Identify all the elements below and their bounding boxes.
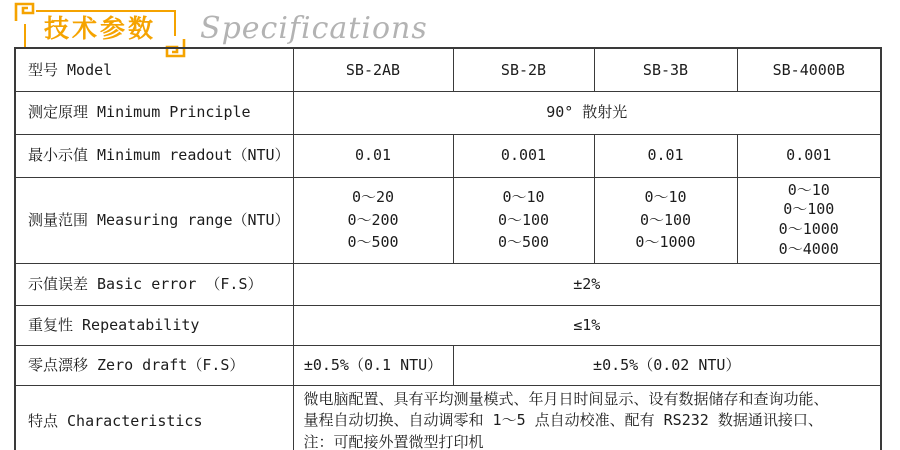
range-line: 0～20 (351, 188, 395, 207)
range-line: 0～10 (644, 188, 687, 207)
section-title-en: Specifications (200, 11, 428, 46)
range-line: 0～1000 (778, 220, 839, 239)
zero-draft-cell-sb2ab: ±0.5%（0.1 NTU） (293, 345, 453, 385)
table-row-readout (15, 134, 881, 177)
readout-cell: 0.01 (293, 134, 453, 177)
range-line: 0～100 (497, 210, 550, 229)
table-row-principle (15, 91, 881, 134)
range-line: 0～500 (497, 233, 550, 252)
range-cell-sb4000b (737, 177, 881, 263)
model-cell-sb2ab: SB-2AB (293, 48, 453, 91)
zero-draft-cell-others: ±0.5%（0.02 NTU） (453, 345, 881, 385)
row-label-model: 型号 Model (15, 48, 293, 91)
table-row-basic-error (15, 263, 881, 305)
basic-error-value-cell: ±2% (293, 263, 881, 305)
range-cell-sb2ab (293, 177, 453, 263)
readout-cell: 0.001 (453, 134, 594, 177)
model-cell-sb3b: SB-3B (594, 48, 737, 91)
characteristics-line: 注：可配接外置微型打印机 (303, 433, 484, 450)
row-label-range: 测量范围 Measuring range（NTU） (15, 177, 293, 263)
range-line: 0～200 (347, 210, 399, 229)
row-label-repeatability: 重复性 Repeatability (15, 305, 293, 345)
row-label-basic-error: 示值误差 Basic error （F.S） (15, 263, 293, 305)
characteristics-value-cell (293, 385, 881, 450)
range-line: 0～1000 (635, 233, 696, 252)
row-label-zero-draft: 零点漂移 Zero draft（F.S） (15, 345, 293, 385)
range-line: 0～4000 (778, 239, 839, 258)
corner-ornament-icon (12, 0, 36, 24)
characteristics-line: 微电脑配置、具有平均测量模式、年月日时间显示、设有数据储存和查询功能、 (303, 389, 829, 408)
section-title-cn: 技术参数 (44, 14, 157, 43)
range-cell-sb3b (594, 177, 737, 263)
readout-cell: 0.001 (737, 134, 881, 177)
table-row-zero-draft (15, 345, 881, 385)
table-row-characteristics (15, 385, 881, 450)
range-line: 0～10 (787, 180, 830, 199)
table-row-repeatability (15, 305, 881, 345)
row-label-characteristics: 特点 Characteristics (15, 385, 293, 450)
table-row-range (15, 177, 881, 263)
model-cell-sb2b: SB-2B (453, 48, 594, 91)
table-row-model (15, 48, 881, 91)
row-label-readout: 最小示值 Minimum readout（NTU） (15, 134, 293, 177)
principle-value-cell: 90° 散射光 (293, 91, 881, 134)
range-line: 0～100 (783, 200, 835, 219)
range-line: 0～500 (347, 233, 399, 252)
model-cell-sb4000b: SB-4000B (737, 48, 881, 91)
section-header (10, 4, 428, 49)
range-line: 0～10 (502, 188, 545, 207)
section-title-badge (24, 10, 176, 49)
repeatability-value-cell: ≤1% (293, 305, 881, 345)
specifications-table (14, 47, 882, 450)
range-line: 0～100 (639, 210, 692, 229)
readout-cell: 0.01 (594, 134, 737, 177)
characteristics-line: 量程自动切换、自动调零和 1～5 点自动校准、配有 RS232 数据通讯接口、 (303, 411, 823, 430)
range-cell-sb2b (453, 177, 594, 263)
row-label-principle: 测定原理 Minimum Principle (15, 91, 293, 134)
